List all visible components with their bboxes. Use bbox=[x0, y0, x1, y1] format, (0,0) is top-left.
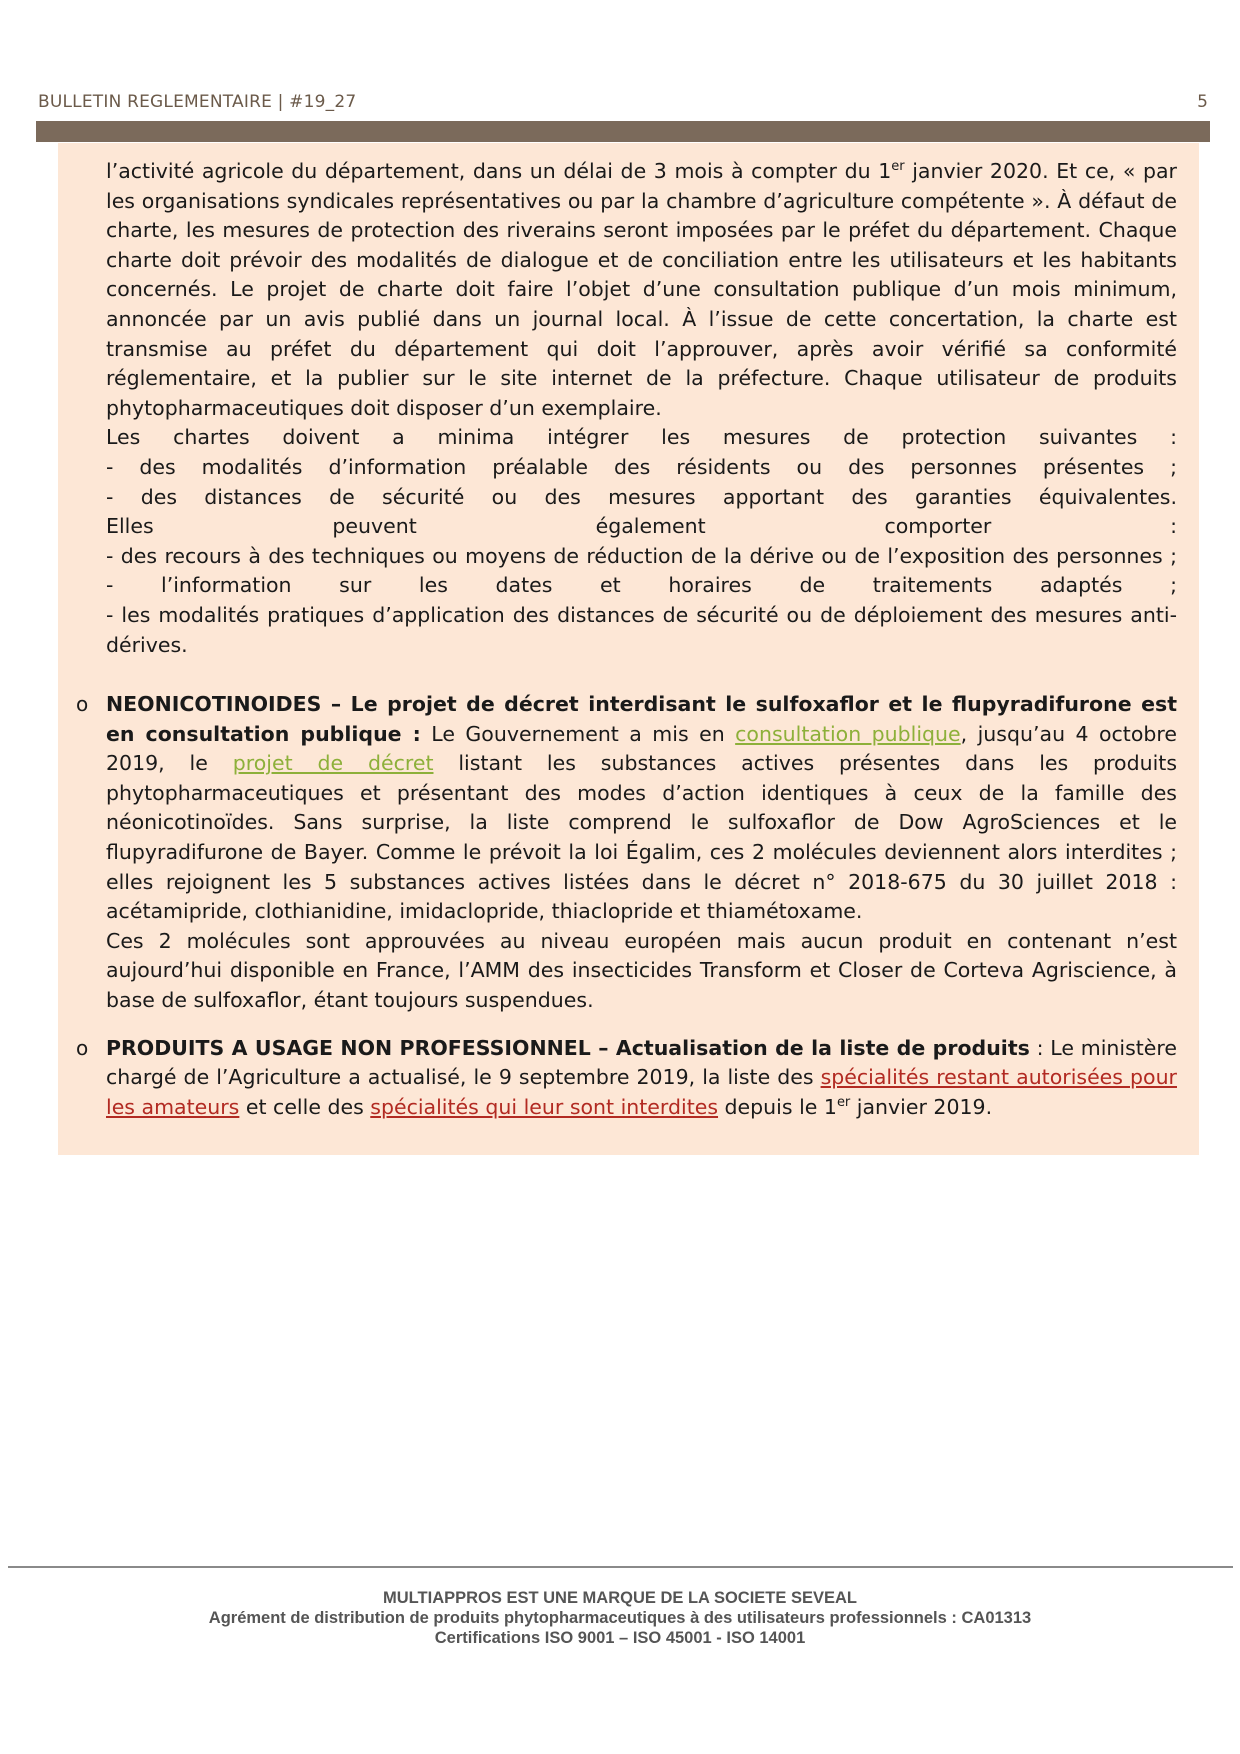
text-run: depuis le 1 bbox=[718, 1094, 837, 1119]
text-run: , jusqu’au 4 octobre 2019, le bbox=[106, 721, 1177, 776]
text-run: Le Gouvernement a mis en bbox=[420, 721, 736, 746]
section-neonicotinoides bbox=[76, 690, 1178, 1016]
section-heading: NEONICOTINOIDES – Le projet de décret interdisant le sulfoxaflor et le flupyradifurone est en consultation publique : bbox=[106, 692, 1177, 746]
footer-agrement-line: Agrément de distribution de produits phytopharmaceutiques à des utilisateurs professionnels : CA01313 bbox=[208, 1609, 1032, 1627]
superscript: er bbox=[891, 159, 905, 175]
superscript: er bbox=[836, 1094, 851, 1110]
paragraph bbox=[106, 690, 1177, 927]
line: Les chartes doivent a minima intégrer les mesures de protection suivantes : bbox=[106, 425, 1177, 450]
section-produits-non-professionnels bbox=[76, 1034, 1177, 1123]
footer-certifications-line: Certifications ISO 9001 – ISO 45001 - ISO 14001 bbox=[434, 1629, 806, 1647]
page-header bbox=[38, 88, 1208, 118]
bullet-marker: o bbox=[76, 1035, 89, 1060]
bulletin-title: BULLETIN REGLEMENTAIRE | #19_27 bbox=[38, 92, 357, 112]
line: - des distances de sécurité ou des mesures apportant des garanties équivalentes. bbox=[106, 484, 1177, 509]
page-number: 5 bbox=[1197, 92, 1208, 112]
continuation-block bbox=[106, 157, 1177, 660]
text-run: l’activité agricole du département, dans un délai de 3 mois à compter du 1 bbox=[106, 159, 892, 183]
projet-de-decret-link[interactable]: projet de décret bbox=[232, 751, 434, 776]
text-run: : Le ministère chargé de l’Agriculture a actualisé, le 9 septembre 2019, la liste des bbox=[106, 1035, 1177, 1090]
line: - l’information sur les dates et horaires de traitements adaptés ; bbox=[106, 573, 1177, 598]
paragraph bbox=[106, 157, 1177, 423]
specialites-interdites-link[interactable]: spécialités qui leur sont interdites bbox=[370, 1094, 719, 1119]
line: - des modalités d’information préalable des résidents ou des personnes présentes ; bbox=[106, 454, 1177, 479]
footer-divider bbox=[8, 1566, 1233, 1568]
text-run: janvier 2020. Et ce, « par les organisations syndicales représentatives ou par la chambre d’agriculture compétente ». À défaut de charte, les mesures de protection des riverains seront imposées par le préfet du département. Chaque charte doit prévoir des modalités de dialogue et de conciliation entre les utilisateurs et les habitants concernés. Le projet de charte doit faire l’objet d’une consultation publique d’un mois minimum, annoncée par un avis publié dans un journal local. À l’issue de cette concertation, la charte est transmise au préfet du département qui doit l’approuver, après avoir vérifié sa conformité réglementaire, et la publier sur le site internet de la préfecture. Chaque utilisateur de produits phytopharmaceutiques doit disposer d’un exemplaire. bbox=[106, 159, 1177, 420]
line: Elles peuvent également comporter : bbox=[106, 514, 1177, 539]
paragraph bbox=[106, 1034, 1177, 1123]
consultation-publique-link[interactable]: consultation publique bbox=[735, 721, 961, 746]
header-bar bbox=[36, 121, 1210, 142]
content-box bbox=[58, 143, 1199, 1155]
text-run: listant les substances actives présentes dans les produits phytopharmaceutiques et présentant des modes d’action identiques à ceux de la famille des néonicotinoïdes. Sans surprise, la liste comprend le sulfoxaflor de Dow AgroSciences et le flupyradifurone de Bayer. Comme le prévoit la loi Égalim, ces 2 molécules deviennent alors interdites ; elles rejoignent les 5 substances actives listées dans le décret n° 2018-675 du 30 juillet 2018 : acétamipride, clothianidine, imidaclopride, thiaclopride et thiamétoxame. bbox=[106, 751, 1178, 924]
bullet-marker: o bbox=[76, 692, 89, 717]
footer-brand-line: MULTIAPPROS EST UNE MARQUE DE LA SOCIETE SEVEAL bbox=[383, 1589, 857, 1607]
page-footer bbox=[0, 1588, 1240, 1648]
line: - les modalités pratiques d’application des distances de sécurité ou de déploiement des mesures anti-dérives. bbox=[106, 602, 1177, 657]
text-run: janvier 2019. bbox=[850, 1094, 993, 1119]
line: - des recours à des techniques ou moyens de réduction de la dérive ou de l’exposition des personnes ; bbox=[106, 543, 1177, 568]
paragraph: Ces 2 molécules sont approuvées au niveau européen mais aucun produit en contenant n’est aujourd’hui disponible en France, l’AMM des insecticides Transform et Closer de Corteva Agriscience, à base de sulfoxaflor, étant toujours suspendues. bbox=[106, 928, 1177, 1013]
section-heading: PRODUITS A USAGE NON PROFESSIONNEL – Actualisation de la liste de produits bbox=[106, 1035, 1030, 1060]
specialites-autorisees-link[interactable]: spécialités restant autorisées pour les amateurs bbox=[106, 1065, 1177, 1119]
text-run: et celle des bbox=[239, 1094, 371, 1119]
